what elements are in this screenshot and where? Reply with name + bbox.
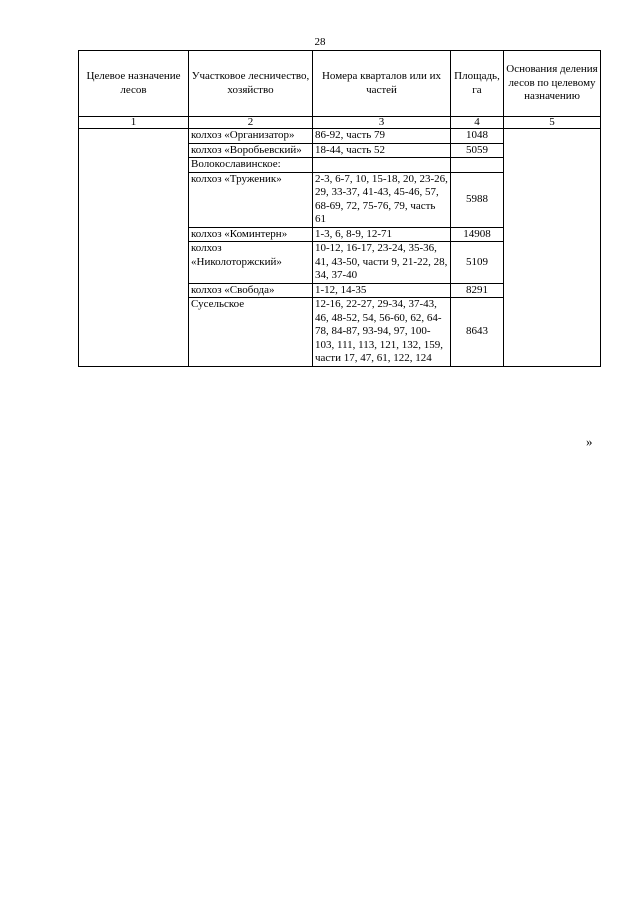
area-cell: [451, 158, 504, 173]
area-cell: 5059: [451, 143, 504, 158]
quarters-cell: 1-12, 14-35: [313, 283, 451, 298]
area-cell: 1048: [451, 129, 504, 144]
column-number: 5: [504, 117, 601, 129]
quarters-cell: 12-16, 22-27, 29-34, 37-43, 46, 48-52, 54, 56-60, 62, 64-78, 84-87, 93-94, 97, 100-103, 111, 113, 121, 132, 159, части 17, 47, 61, 122, 124: [313, 298, 451, 367]
quarters-cell: 2-3, 6-7, 10, 15-18, 20, 23-26, 29, 33-37, 41-43, 45-46, 57, 68-69, 72, 75-76, 79, часть 61: [313, 172, 451, 227]
header-quarters: Номера кварталов или их частей: [313, 51, 451, 117]
district-cell: колхоз «Свобода»: [189, 283, 313, 298]
district-cell: Волокославинское:: [189, 158, 313, 173]
district-cell: колхоз «Воробьевский»: [189, 143, 313, 158]
table-row: [79, 129, 601, 144]
quarters-cell: 10-12, 16-17, 23-24, 35-36, 41, 43-50, части 9, 21-22, 28, 34, 37-40: [313, 242, 451, 284]
page-number: 28: [314, 36, 326, 48]
header-basis: Основания деления лесов по целевому назначению: [504, 51, 601, 117]
column-number: 2: [189, 117, 313, 129]
column-number: 1: [79, 117, 189, 129]
area-cell: 8643: [451, 298, 504, 367]
header-area: Площадь, га: [451, 51, 504, 117]
district-cell: колхоз «Николоторжский»: [189, 242, 313, 284]
quarters-cell: 1-3, 6, 8-9, 12-71: [313, 227, 451, 242]
quarters-cell: [313, 158, 451, 173]
area-cell: 5988: [451, 172, 504, 227]
district-cell: колхоз «Труженик»: [189, 172, 313, 227]
quarters-cell: 86-92, часть 79: [313, 129, 451, 144]
quarters-cell: 18-44, часть 52: [313, 143, 451, 158]
district-cell: Сусельское: [189, 298, 313, 367]
purpose-cell: [79, 129, 189, 367]
header-district: Участковое лесничество, хозяйство: [189, 51, 313, 117]
column-number: 4: [451, 117, 504, 129]
area-cell: 14908: [451, 227, 504, 242]
area-cell: 5109: [451, 242, 504, 284]
district-cell: колхоз «Коминтерн»: [189, 227, 313, 242]
header-purpose: Целевое назначение лесов: [79, 51, 189, 117]
column-number: 3: [313, 117, 451, 129]
district-cell: колхоз «Организатор»: [189, 129, 313, 144]
closing-quote: »: [586, 434, 593, 449]
basis-cell: [504, 129, 601, 367]
area-cell: 8291: [451, 283, 504, 298]
forest-table: [78, 50, 601, 367]
